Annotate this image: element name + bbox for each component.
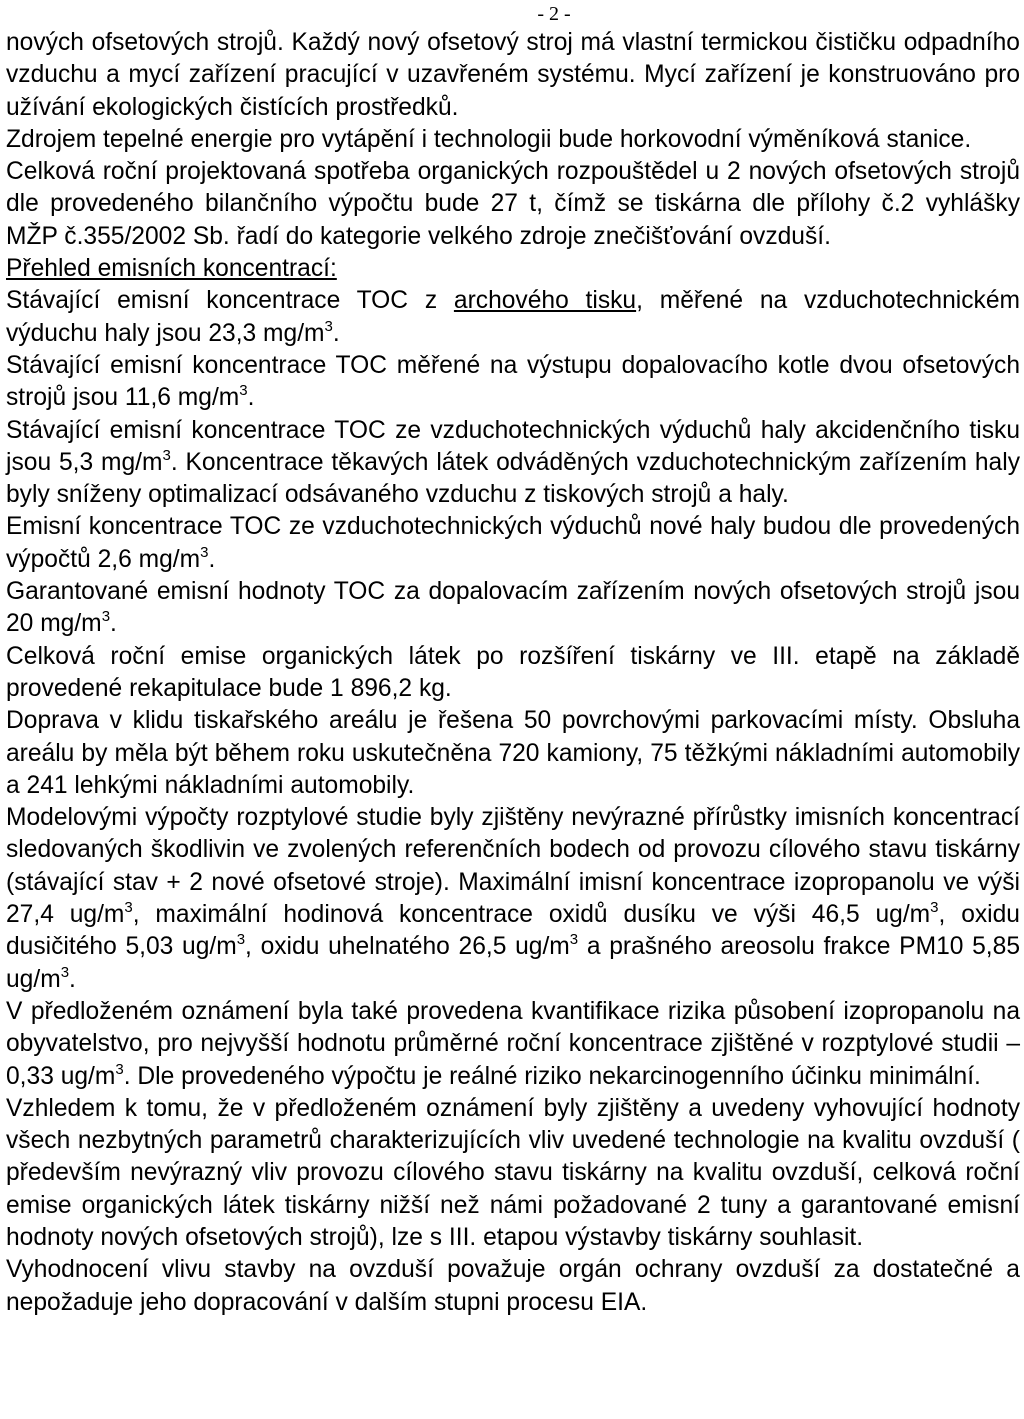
paragraph-solvent-consumption: Celková roční projektovaná spotřeba organických rozpouštědel u 2 nových ofsetových strojů dle provedeného bilančního výpočtu bude 27 t, čímž se tiskárna dle přílohy č.2 vyhlášky MŽP č.355/2002 Sb. řadí do kategorie velkého zdroje znečišťování ovzduší. <box>6 158 1020 250</box>
paragraph-conclusion: Vzhledem k tomu, že v předloženém oznámení byly zjištěny a uvedeny vyhovující hodnoty všech nezbytných parametrů charakterizujících vliv uvedené technologie na kvalitu ovzduší ( především nevýrazný vliv provozu cílového stavu tiskárny na kvalitu ovzduší, celková roční emise organických látek tiskárny nižší než námi požadované 2 tuny a garantované emisní hodnoty nových ofsetových strojů), lze s III. etapou výstavby tiskárny souhlasit. <box>6 1094 1020 1251</box>
paragraph-final-assessment: Vyhodnocení vlivu stavby na ovzduší považuje orgán ochrany ovzduší za dostatečné a nepožaduje jeho dopracování v dalším stupni procesu EIA. <box>6 1256 1020 1316</box>
paragraph-toc-afterburner: Stávající emisní koncentrace TOC měřené na výstupu dopalovacího kotle dvou ofsetových strojů jsou 11,6 $mg/m^3$. <box>6 351 1020 412</box>
page-number: - 2 - <box>537 3 571 25</box>
paragraph-dispersion-study: Modelovými výpočty rozptylové studie byly zjištěny nevýrazné přírůstky imisních koncentrací sledovaných škodlivin ve zvolených referenčních bodech od provozu cílového stavu tiskárny (stávající stav + 2 nové ofsetové stroje). Maximální imisní koncentrace izopropanolu ve výši 27,4 $ug/m^3$, maximální hodinová koncentrace oxidů dusíku ve výši 46,5 $ug/m^3$, oxidu dusičitého 5,03 $ug/m^3$, oxidu uhelnatého 26,5 $ug/m^3$ a prašného areosolu frakce PM10 5,85 $ug/m^3$. <box>6 804 1020 993</box>
paragraph-annual-emission: Celková roční emise organických látek po rozšíření tiskárny ve III. etapě na základě provedené rekapitulace bude 1 896,2 kg. <box>6 642 1020 702</box>
underlined-term: archového tisku <box>453 287 637 315</box>
section-heading-emission-overview <box>6 253 1020 285</box>
paragraph-toc-sheet-fed: Stávající emisní koncentrace TOC z archového tisku, měřené na vzduchotechnickém výduchu haly jsou 23,3 $mg/m^3$. <box>6 287 1020 347</box>
paragraph-heat-source: Zdrojem tepelné energie pro vytápění i technologii bude horkovodní výměníková stanice. <box>6 125 972 153</box>
paragraph-offset-machines: nových ofsetových strojů. Každý nový ofsetový stroj má vlastní termickou čističku odpadního vzduchu a mycí zařízení pracující v uzavřeném systému. Mycí zařízení je konstruováno pro užívání ekologických čistících prostředků. <box>6 29 1020 121</box>
heading-text: Přehled emisních koncentrací: <box>6 255 337 283</box>
paragraph-toc-new-hall: Emisní koncentrace TOC ze vzduchotechnických výduchů nové haly budou dle provedených výpočtů 2,6 $mg/m^3$. <box>6 513 1020 573</box>
paragraph-traffic: Doprava v klidu tiskařského areálu je řešena 50 povrchovými parkovacími místy. Obsluha areálu by měla být během roku uskutečněna 720 kamiony, 75 těžkými nákladními automobily a 241 lehkými nákladními automobily. <box>6 707 1020 799</box>
paragraph-risk-quantification: V předloženém oznámení byla také provedena kvantifikace rizika působení izopropanolu na obyvatelstvo, pro nejvyšší hodnotu průměrné roční koncentrace zjištěné v rozptylové studii – 0,33 $ug/m^3$. Dle provedeného výpočtu je reálné riziko nekarcinogenního účinku minimální. <box>6 997 1020 1090</box>
paragraph-toc-jobbing-print: Stávající emisní koncentrace TOC ze vzduchotechnických výduchů haly akcidenčního tisku jsou 5,3 $mg/m^3$. Koncentrace těkavých látek odváděných vzduchotechnickým zařízením haly byly sníženy optimalizací odsávaného vzduchu z tiskových strojů a haly. <box>6 416 1020 509</box>
paragraph-guaranteed-emissions: Garantované emisní hodnoty TOC za dopalovacím zařízením nových ofsetových strojů jsou 20 $mg/m^3$. <box>6 578 1020 638</box>
